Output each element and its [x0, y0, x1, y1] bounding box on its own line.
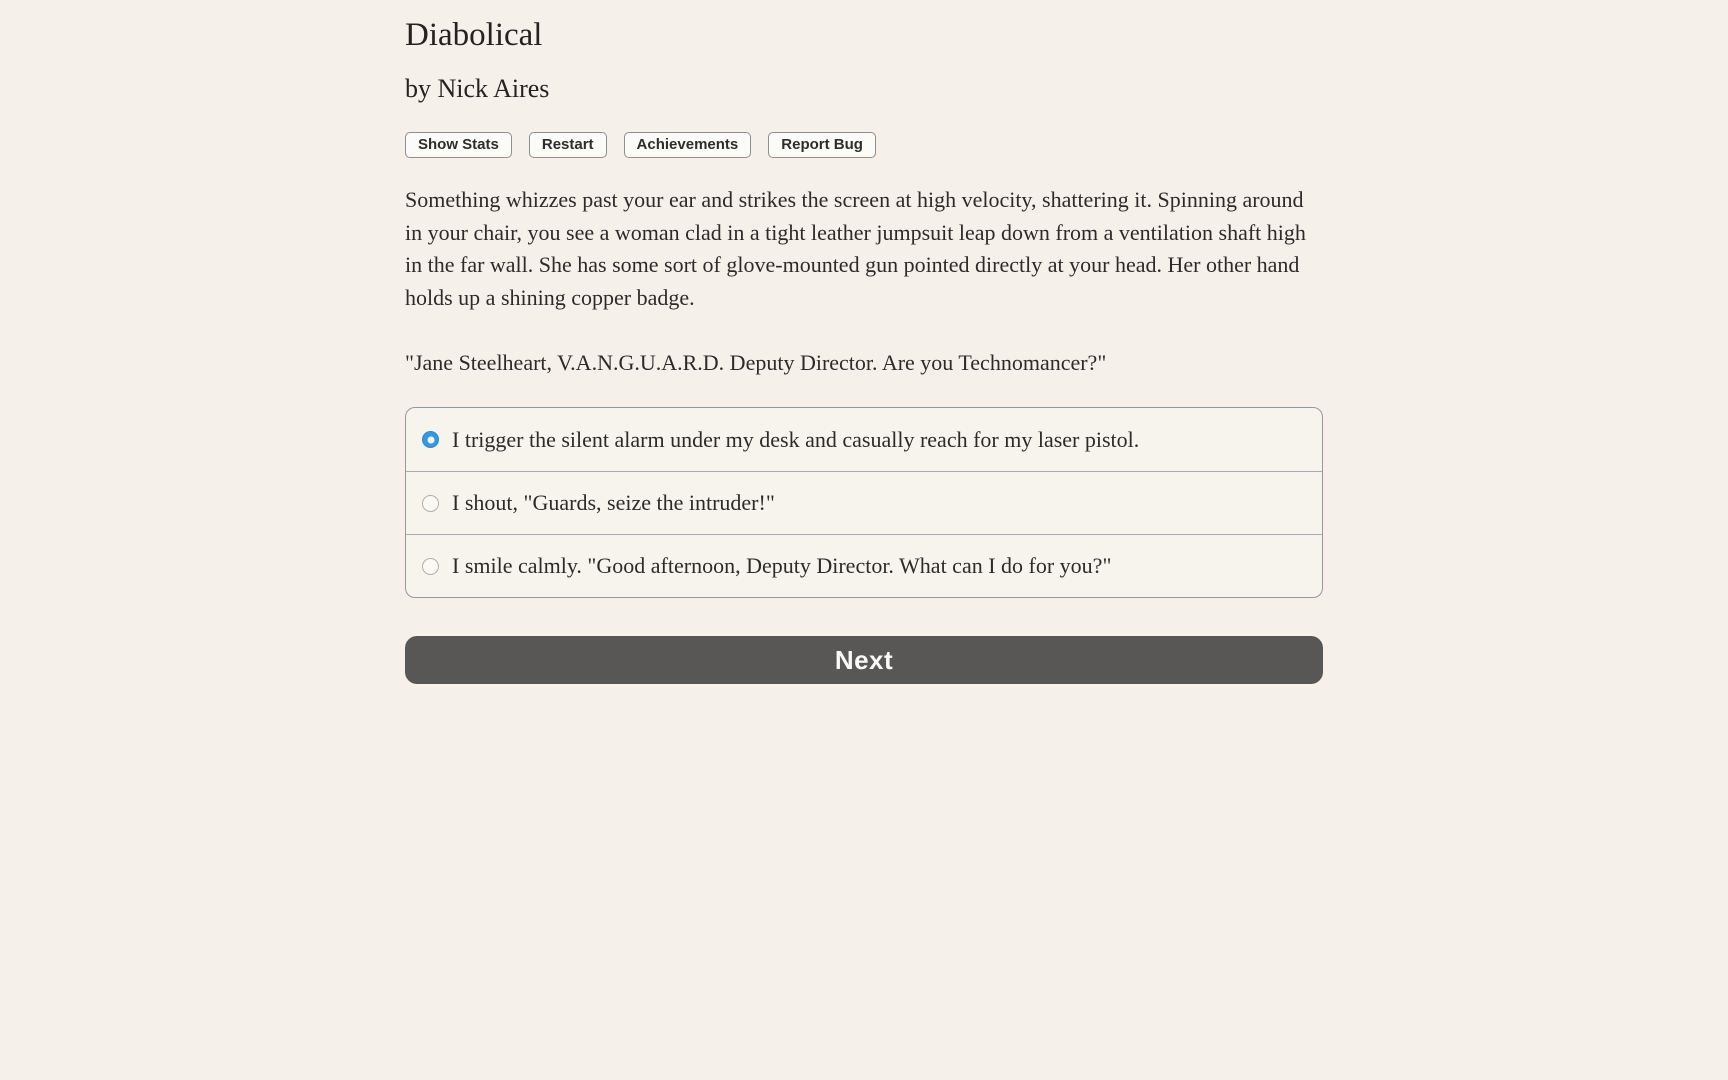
radio-selected-icon[interactable] [422, 431, 439, 448]
story-paragraph: Something whizzes past your ear and strikes the screen at high velocity, shattering it. Spinning around in your chair, you see a woman clad in a tight leather jumpsuit leap down from a ventilation shaft high in the far wall. She has some sort of glove-mounted gun pointed directly at your head. Her other hand holds up a shining copper badge. [405, 187, 1306, 310]
choice-option-3-label: I smile calmly. "Good afternoon, Deputy Director. What can I do for you?" [452, 553, 1112, 579]
author-byline: by Nick Aires [405, 74, 550, 104]
game-content [405, 0, 1323, 684]
report-bug-button[interactable]: Report Bug [768, 132, 876, 158]
next-button[interactable]: Next [405, 636, 1323, 684]
story-quote: "Jane Steelheart, V.A.N.G.U.A.R.D. Deputy Director. Are you Technomancer?" [405, 350, 1107, 376]
radio-unselected-icon[interactable] [422, 558, 439, 575]
choice-option-3[interactable] [406, 534, 1322, 597]
choice-option-2[interactable] [406, 471, 1322, 534]
game-title: Diabolical [405, 17, 543, 53]
choice-option-1-label: I trigger the silent alarm under my desk and casually reach for my laser pistol. [452, 426, 1140, 452]
toolbar [405, 132, 1323, 158]
choice-option-2-label: I shout, "Guards, seize the intruder!" [452, 490, 775, 516]
choice-list [405, 407, 1323, 598]
radio-unselected-icon[interactable] [422, 495, 439, 512]
choice-option-1[interactable] [406, 408, 1322, 471]
achievements-button[interactable]: Achievements [624, 132, 752, 158]
restart-button[interactable]: Restart [529, 132, 607, 158]
show-stats-button[interactable]: Show Stats [405, 132, 512, 158]
